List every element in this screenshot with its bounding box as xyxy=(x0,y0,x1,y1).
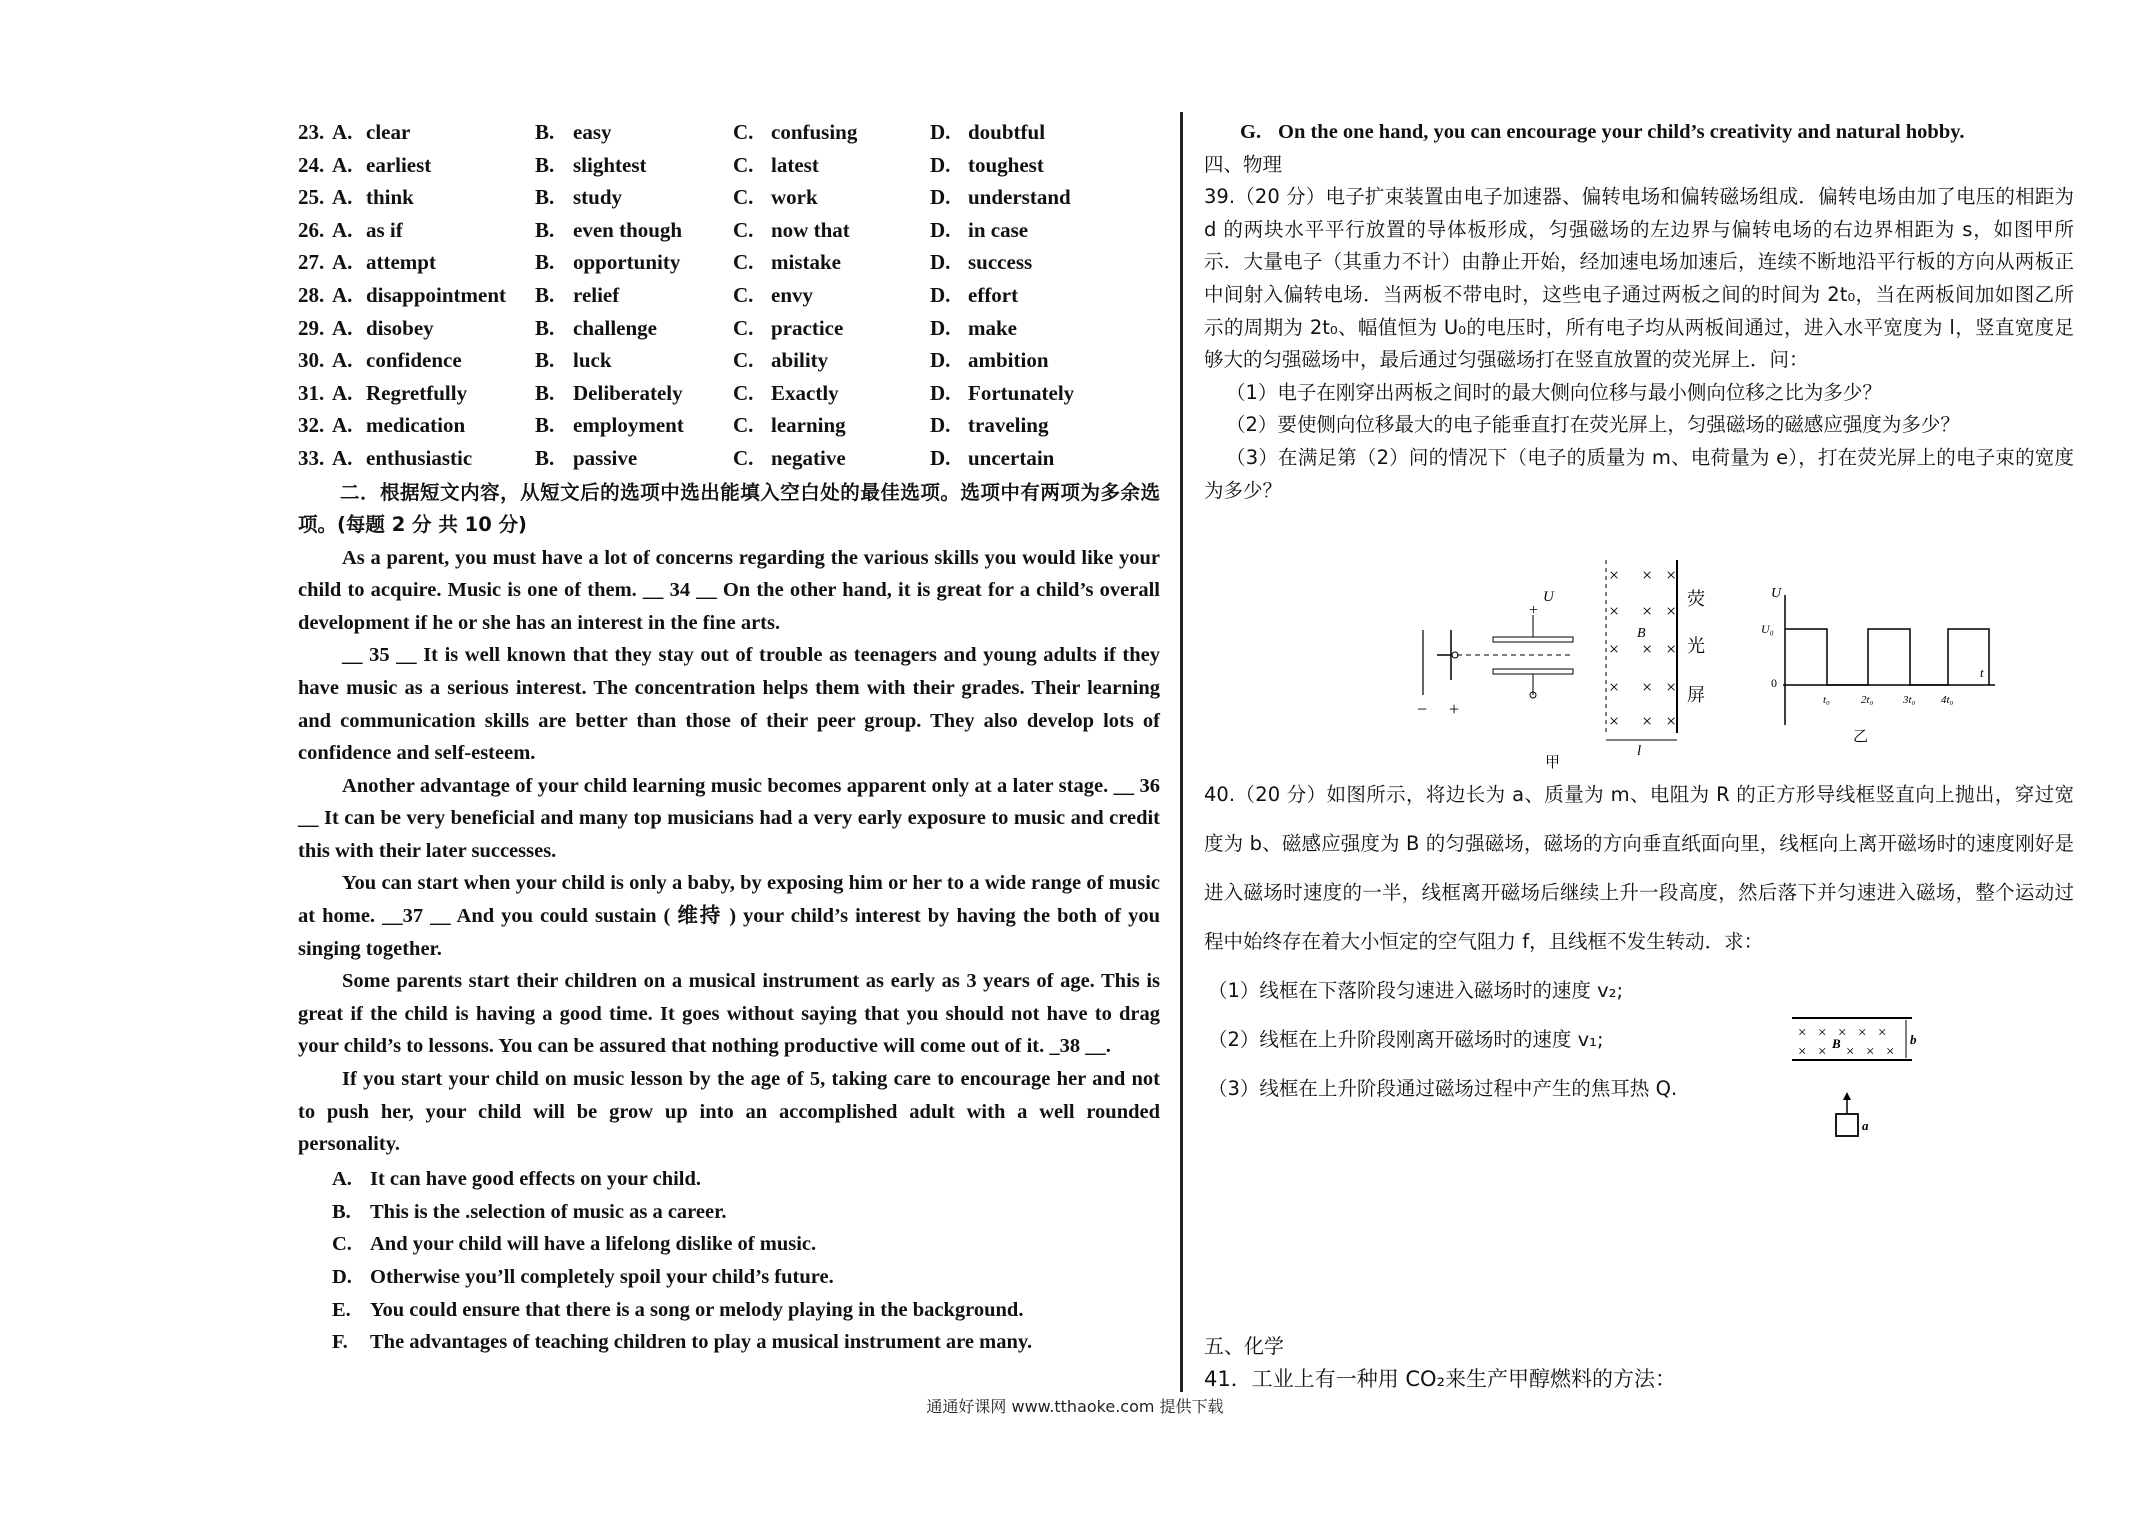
mc-question-row xyxy=(298,377,1160,410)
mc-option-b: B. employment xyxy=(535,413,684,438)
svg-text:×: × xyxy=(1866,1044,1875,1060)
mc-option-a: A. Regretfully xyxy=(332,380,468,405)
svg-text:×: × xyxy=(1642,565,1653,585)
section-2-heading: 二．根据短文内容，从短文后的选项中选出能填入空白处的最佳选项。选项中有两项为多余选项。(每题 2 分 共 10 分) xyxy=(298,480,1160,537)
mc-option-a: A. think xyxy=(332,185,414,210)
mc-question-number: 26. xyxy=(298,217,325,242)
figure-40 xyxy=(1790,1010,1930,1180)
question-39-part-3: （3）在满足第（2）问的情况下（电子的质量为 m、电荷量为 e），打在荧光屏上的电子束的宽度为多少？ xyxy=(1204,446,2074,502)
mc-option-a: A. clear xyxy=(332,120,411,144)
mc-question-number: 23. xyxy=(298,120,325,144)
field-label-B: B xyxy=(1832,1036,1841,1051)
answer-option-b: B. This is the .selection of music as a career. xyxy=(332,1200,727,1223)
tick-4t0: 4t₀ xyxy=(1941,694,1954,706)
right-column xyxy=(1204,116,2074,507)
answer-option-f: F. The advantages of teaching children to play a musical instrument are many. xyxy=(332,1331,1033,1354)
footer: 通通好课网 www.tthaoke.com 提供下载 xyxy=(926,1397,1224,1416)
mc-option-d: D. effort xyxy=(930,282,1019,307)
svg-text:×: × xyxy=(1642,601,1653,621)
answer-option-c: C. And your child will have a lifelong dislike of music. xyxy=(332,1233,817,1256)
passage-paragraph: Another advantage of your child learning music becomes apparent only at a later stage. __ 36 __ It can be very beneficial and many top musicians had a very early exposure to music and credit this with their later successes. xyxy=(298,774,1160,862)
mc-question-row xyxy=(298,246,1160,279)
svg-text:×: × xyxy=(1878,1025,1887,1041)
mc-option-c: C. mistake xyxy=(733,250,841,275)
mc-option-b: B. slightest xyxy=(535,152,647,177)
side-label-a: a xyxy=(1862,1118,1869,1133)
tick-t0: t₀ xyxy=(1823,694,1830,706)
mc-option-d: D. traveling xyxy=(930,413,1049,438)
mc-option-a: A. enthusiastic xyxy=(332,445,473,470)
mc-option-b: B. even though xyxy=(535,217,683,242)
answer-option-d: D. Otherwise you’ll completely spoil your child’s future. xyxy=(332,1265,834,1288)
svg-text:×: × xyxy=(1886,1044,1895,1060)
svg-text:×: × xyxy=(1609,601,1620,621)
svg-text:×: × xyxy=(1846,1044,1855,1060)
svg-text:×: × xyxy=(1838,1025,1847,1041)
mc-option-b: B. challenge xyxy=(535,315,657,340)
svg-text:×: × xyxy=(1642,639,1653,659)
tick-2t0: 2t₀ xyxy=(1861,694,1874,706)
svg-text:×: × xyxy=(1798,1025,1807,1041)
mc-option-a: A. disappointment xyxy=(332,282,507,307)
passage-paragraph: As a parent, you must have a lot of concerns regarding the various skills you would like your child to acquire. Music is one of them. __ 34 __ On the other hand, it is great for a child’s overall development if he or she has an interest in the fine arts. xyxy=(298,546,1160,634)
svg-text:×: × xyxy=(1798,1044,1807,1060)
mc-question-number: 25. xyxy=(298,185,325,210)
figure-jia-label: 甲 xyxy=(1545,755,1561,770)
figure-jia xyxy=(1405,555,1735,770)
mc-option-d: D. uncertain xyxy=(930,445,1055,470)
multiple-choice-list xyxy=(298,116,1160,475)
width-label-l: l xyxy=(1637,743,1642,759)
answer-option-a: A. It can have good effects on your child. xyxy=(332,1167,702,1190)
mc-question-row xyxy=(298,312,1160,345)
svg-text:×: × xyxy=(1666,565,1677,585)
mc-option-b: B. study xyxy=(535,185,623,210)
answer-option-g: G. On the one hand, you can encourage your child’s creativity and natural hobby. xyxy=(1240,121,1965,143)
mc-option-c: C. practice xyxy=(733,315,844,340)
mc-question-number: 30. xyxy=(298,348,325,373)
mc-option-b: B. opportunity xyxy=(535,250,681,275)
mc-question-number: 32. xyxy=(298,413,325,438)
mc-option-b: B. passive xyxy=(535,445,638,470)
mc-option-c: C. latest xyxy=(733,152,819,177)
mc-option-d: D. make xyxy=(930,315,1017,340)
mc-question-row xyxy=(298,442,1160,475)
svg-text:×: × xyxy=(1818,1025,1827,1041)
column-divider xyxy=(1180,112,1183,1392)
screen-char-2: 光 xyxy=(1687,636,1705,656)
mc-question-row xyxy=(298,409,1160,442)
mc-option-a: A. as if xyxy=(332,217,403,242)
mc-option-d: D. toughest xyxy=(930,152,1044,177)
mc-question-number: 31. xyxy=(298,380,325,405)
svg-text:×: × xyxy=(1666,639,1677,659)
question-40-part-1: （1）线框在下落阶段匀速进入磁场时的速度 v₂; xyxy=(1208,979,1624,1002)
width-label-b: b xyxy=(1910,1032,1917,1047)
question-39-part-1: （1）电子在刚穿出两板之间时的最大侧向位移与最小侧向位移之比为多少？ xyxy=(1226,380,1882,404)
screen-char-3: 屏 xyxy=(1687,685,1705,705)
question-40-part-3: （3）线框在上升阶段通过磁场过程中产生的焦耳热 Q. xyxy=(1208,1077,1678,1100)
left-column xyxy=(298,116,1160,1359)
mc-option-d: D. doubtful xyxy=(930,120,1046,144)
passage-paragraph: If you start your child on music lesson by the age of 5, taking care to encourage her and not to push her, your child will be grow up into an accomplished adult with a well rounded personality. xyxy=(298,1068,1160,1156)
physics-heading: 四、物理 xyxy=(1204,152,1283,176)
svg-text:×: × xyxy=(1609,639,1620,659)
mc-question-number: 29. xyxy=(298,315,325,340)
mc-question-row xyxy=(298,149,1160,182)
mc-question-number: 27. xyxy=(298,250,325,275)
svg-text:×: × xyxy=(1818,1044,1827,1060)
plus-terminal-label: + xyxy=(1449,699,1460,719)
mc-option-a: A. medication xyxy=(332,413,466,438)
axis-label-u0: U₀ xyxy=(1761,622,1774,636)
svg-text:×: × xyxy=(1666,711,1677,731)
axis-label-u: U xyxy=(1771,586,1782,601)
mc-option-c: C. confusing xyxy=(733,120,858,144)
axis-label-t: t xyxy=(1980,665,1984,680)
question-39-text: 39.（20 分）电子扩束装置由电子加速器、偏转电场和偏转磁场组成．偏转电场由加了电压的相距为 d 的两块水平平行放置的导体板形成，匀强磁场的左边界与偏转电场的右边界相距为 s，如图甲所示．大量电子（其重力不计）由静止开始，经加速电场加速后，连续不断地沿平行板的方向从两板正中间射入偏转电场．当两板不带电时，这些电子通过两板之间的时间为 2t₀，当在两板间加如图乙所示的周期为 2t₀、幅值恒为 U₀的电压时，所有电子均从两板间通过，进入水平宽度为 l，竖直宽度足够大的匀强磁场中，最后通过匀强磁场打在竖直放置的荧光屏上．问： xyxy=(1204,185,2074,372)
svg-text:×: × xyxy=(1666,601,1677,621)
passage xyxy=(298,542,1160,1161)
svg-text:×: × xyxy=(1609,711,1620,731)
minus-terminal-label: − xyxy=(1417,699,1428,719)
screen-char-1: 荧 xyxy=(1687,589,1705,609)
mc-option-a: A. disobey xyxy=(332,315,434,340)
passage-paragraph: You can start when your child is only a baby, by exposing him or her to a wide range of music at home. __37 __ And you could sustain ( 维持 ) your child’s interest by having the both of you singing together. xyxy=(298,872,1160,960)
mc-option-b: B. luck xyxy=(535,348,612,373)
figure-yi-label: 乙 xyxy=(1853,729,1869,745)
question-39-part-2: （2）要使侧向位移最大的电子能垂直打在荧光屏上，匀强磁场的磁感应强度为多少？ xyxy=(1226,413,1960,437)
question-40 xyxy=(1204,770,2074,1113)
svg-text:×: × xyxy=(1609,565,1620,585)
mc-option-a: A. confidence xyxy=(332,348,462,373)
mc-option-c: C. learning xyxy=(733,413,846,438)
chemistry-heading: 五、化学 xyxy=(1204,1334,1284,1358)
question-40-part-2: （2）线框在上升阶段刚离开磁场时的速度 v₁; xyxy=(1208,1028,1604,1051)
mc-question-row xyxy=(298,214,1160,247)
question-41-text: 41．工业上有一种用 CO₂来生产甲醇燃料的方法： xyxy=(1204,1367,1677,1391)
passage-paragraph: Some parents start their children on a musical instrument as early as 3 years of age. This is great if the child is having a good time. It goes without saying that you should not have to drag your child’s to lessons. You can be assured that nothing productive will come out of it. _38 __. xyxy=(298,970,1160,1058)
svg-text:×: × xyxy=(1858,1025,1867,1041)
mc-question-row xyxy=(298,279,1160,312)
field-label-b: B xyxy=(1637,626,1646,641)
svg-text:×: × xyxy=(1666,677,1677,697)
mc-question-row xyxy=(298,116,1160,149)
mc-question-row xyxy=(298,344,1160,377)
mc-option-d: D. in case xyxy=(930,217,1029,242)
svg-text:×: × xyxy=(1609,677,1620,697)
mc-question-number: 24. xyxy=(298,152,325,177)
answer-options xyxy=(298,1163,1160,1359)
mc-question-number: 28. xyxy=(298,282,325,307)
svg-text:×: × xyxy=(1642,677,1653,697)
mc-option-c: C. Exactly xyxy=(733,380,839,405)
mc-option-a: A. attempt xyxy=(332,250,436,275)
mc-option-d: D. understand xyxy=(930,185,1071,210)
mc-option-d: D. ambition xyxy=(930,348,1049,373)
answer-option-e: E. You could ensure that there is a song or melody playing in the background. xyxy=(332,1298,1024,1321)
mc-option-b: B. Deliberately xyxy=(535,380,683,405)
tick-3t0: 3t₀ xyxy=(1903,694,1916,706)
svg-text:×: × xyxy=(1642,711,1653,731)
chemistry-section xyxy=(1204,1330,2074,1396)
mc-option-a: A. earliest xyxy=(332,152,432,177)
voltage-label-u: U xyxy=(1543,589,1554,605)
svg-text:+: + xyxy=(1529,602,1539,619)
mc-option-c: C. ability xyxy=(733,348,829,373)
mc-option-c: C. work xyxy=(733,185,818,210)
question-40-text: 40.（20 分）如图所示，将边长为 a、质量为 m、电阻为 R 的正方形导线框竖直向上抛出，穿过宽度为 b、磁感应强度为 B 的匀强磁场，磁场的方向垂直纸面向里，线框向上离开磁场时的速度刚好是进入磁场时速度的一半，线框离开磁场后继续上升一段高度，然后落下并匀速进入磁场，整个运动过程中始终存在着大小恒定的空气阻力 f，且线框不发生转动．求： xyxy=(1204,783,2074,953)
figure-yi xyxy=(1755,585,2005,745)
mc-option-c: C. now that xyxy=(733,217,850,242)
mc-option-c: C. negative xyxy=(733,445,846,470)
mc-option-b: B. relief xyxy=(535,282,620,307)
mc-option-d: D. success xyxy=(930,250,1033,275)
mc-option-d: D. Fortunately xyxy=(930,380,1075,405)
mc-question-number: 33. xyxy=(298,445,325,470)
passage-paragraph: __ 35 __ It is well known that they stay out of trouble as teenagers and young adults if they have music as a serious interest. The concentration helps them with their grades. Their learning and communication skills are better than those of their peer group. They also develop lots of confidence and self-esteem. xyxy=(298,644,1160,765)
mc-option-c: C. envy xyxy=(733,282,813,307)
axis-label-zero: 0 xyxy=(1771,676,1777,690)
mc-option-b: B. easy xyxy=(535,120,612,144)
mc-question-row xyxy=(298,181,1160,214)
